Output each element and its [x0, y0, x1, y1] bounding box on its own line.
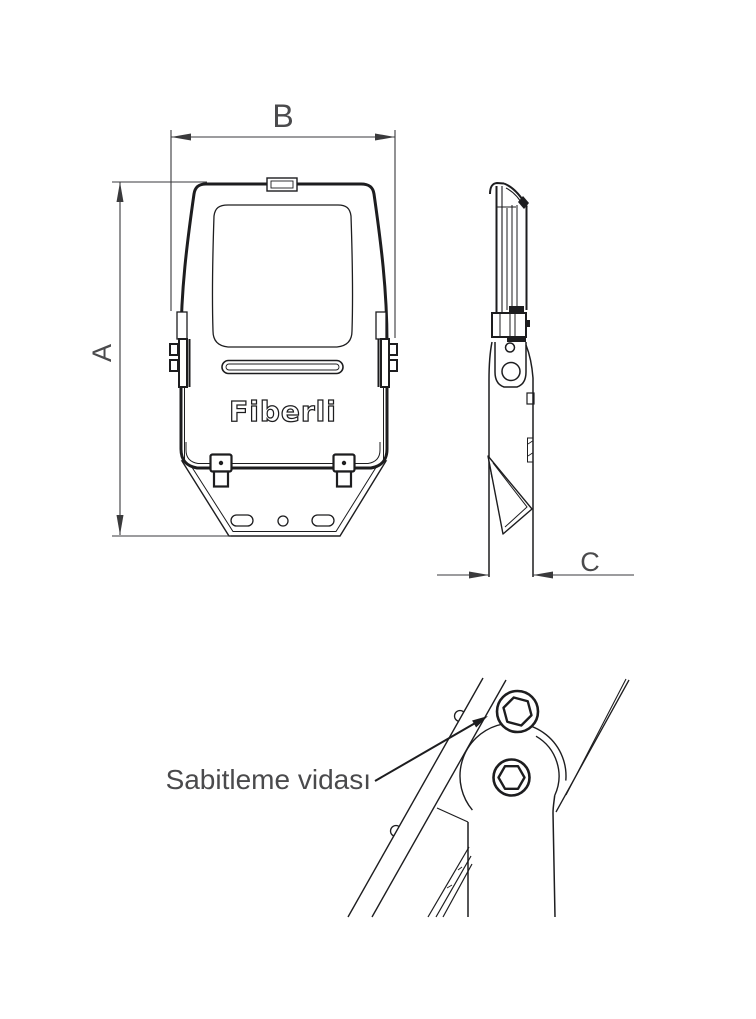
hex-bolt-top	[497, 691, 538, 732]
dim-label-c: C	[580, 547, 600, 577]
side-hinge-block	[492, 313, 530, 342]
detail-arm-right-edge	[553, 796, 555, 918]
side-upper-body	[490, 183, 529, 313]
clip-right	[334, 455, 355, 487]
side-triangle-flap	[488, 456, 532, 534]
side-pivot-screw	[506, 343, 515, 352]
hex-bolt-center	[494, 760, 530, 796]
detail-wedge-line-2	[566, 679, 626, 795]
fiberli-logo: Fiberli	[229, 395, 337, 428]
side-view	[488, 183, 534, 577]
dimension-c	[437, 547, 634, 579]
front-view	[170, 178, 397, 536]
dim-label-a: A	[87, 343, 117, 363]
detail-connector-line	[437, 808, 468, 822]
detail-mounting-rail	[348, 678, 506, 917]
side-pivot-arm	[489, 342, 534, 577]
arrowhead-a-bottom	[117, 515, 124, 535]
clip-left	[211, 455, 232, 487]
side-pivot-bolt	[502, 363, 520, 381]
detail-view	[166, 678, 629, 917]
arrowhead-a-top	[117, 182, 124, 202]
hinge-right	[376, 312, 397, 387]
arrowhead-b-right	[375, 134, 395, 141]
top-tab	[267, 178, 297, 191]
hinge-left	[170, 312, 190, 387]
arrowhead-b-left	[171, 134, 191, 141]
side-dark-band	[509, 306, 524, 312]
callout-label: Sabitleme vidası	[165, 764, 371, 795]
dim-label-b: B	[272, 98, 294, 134]
arrowhead-c-left	[469, 572, 489, 579]
arrowhead-c-right	[533, 572, 553, 579]
